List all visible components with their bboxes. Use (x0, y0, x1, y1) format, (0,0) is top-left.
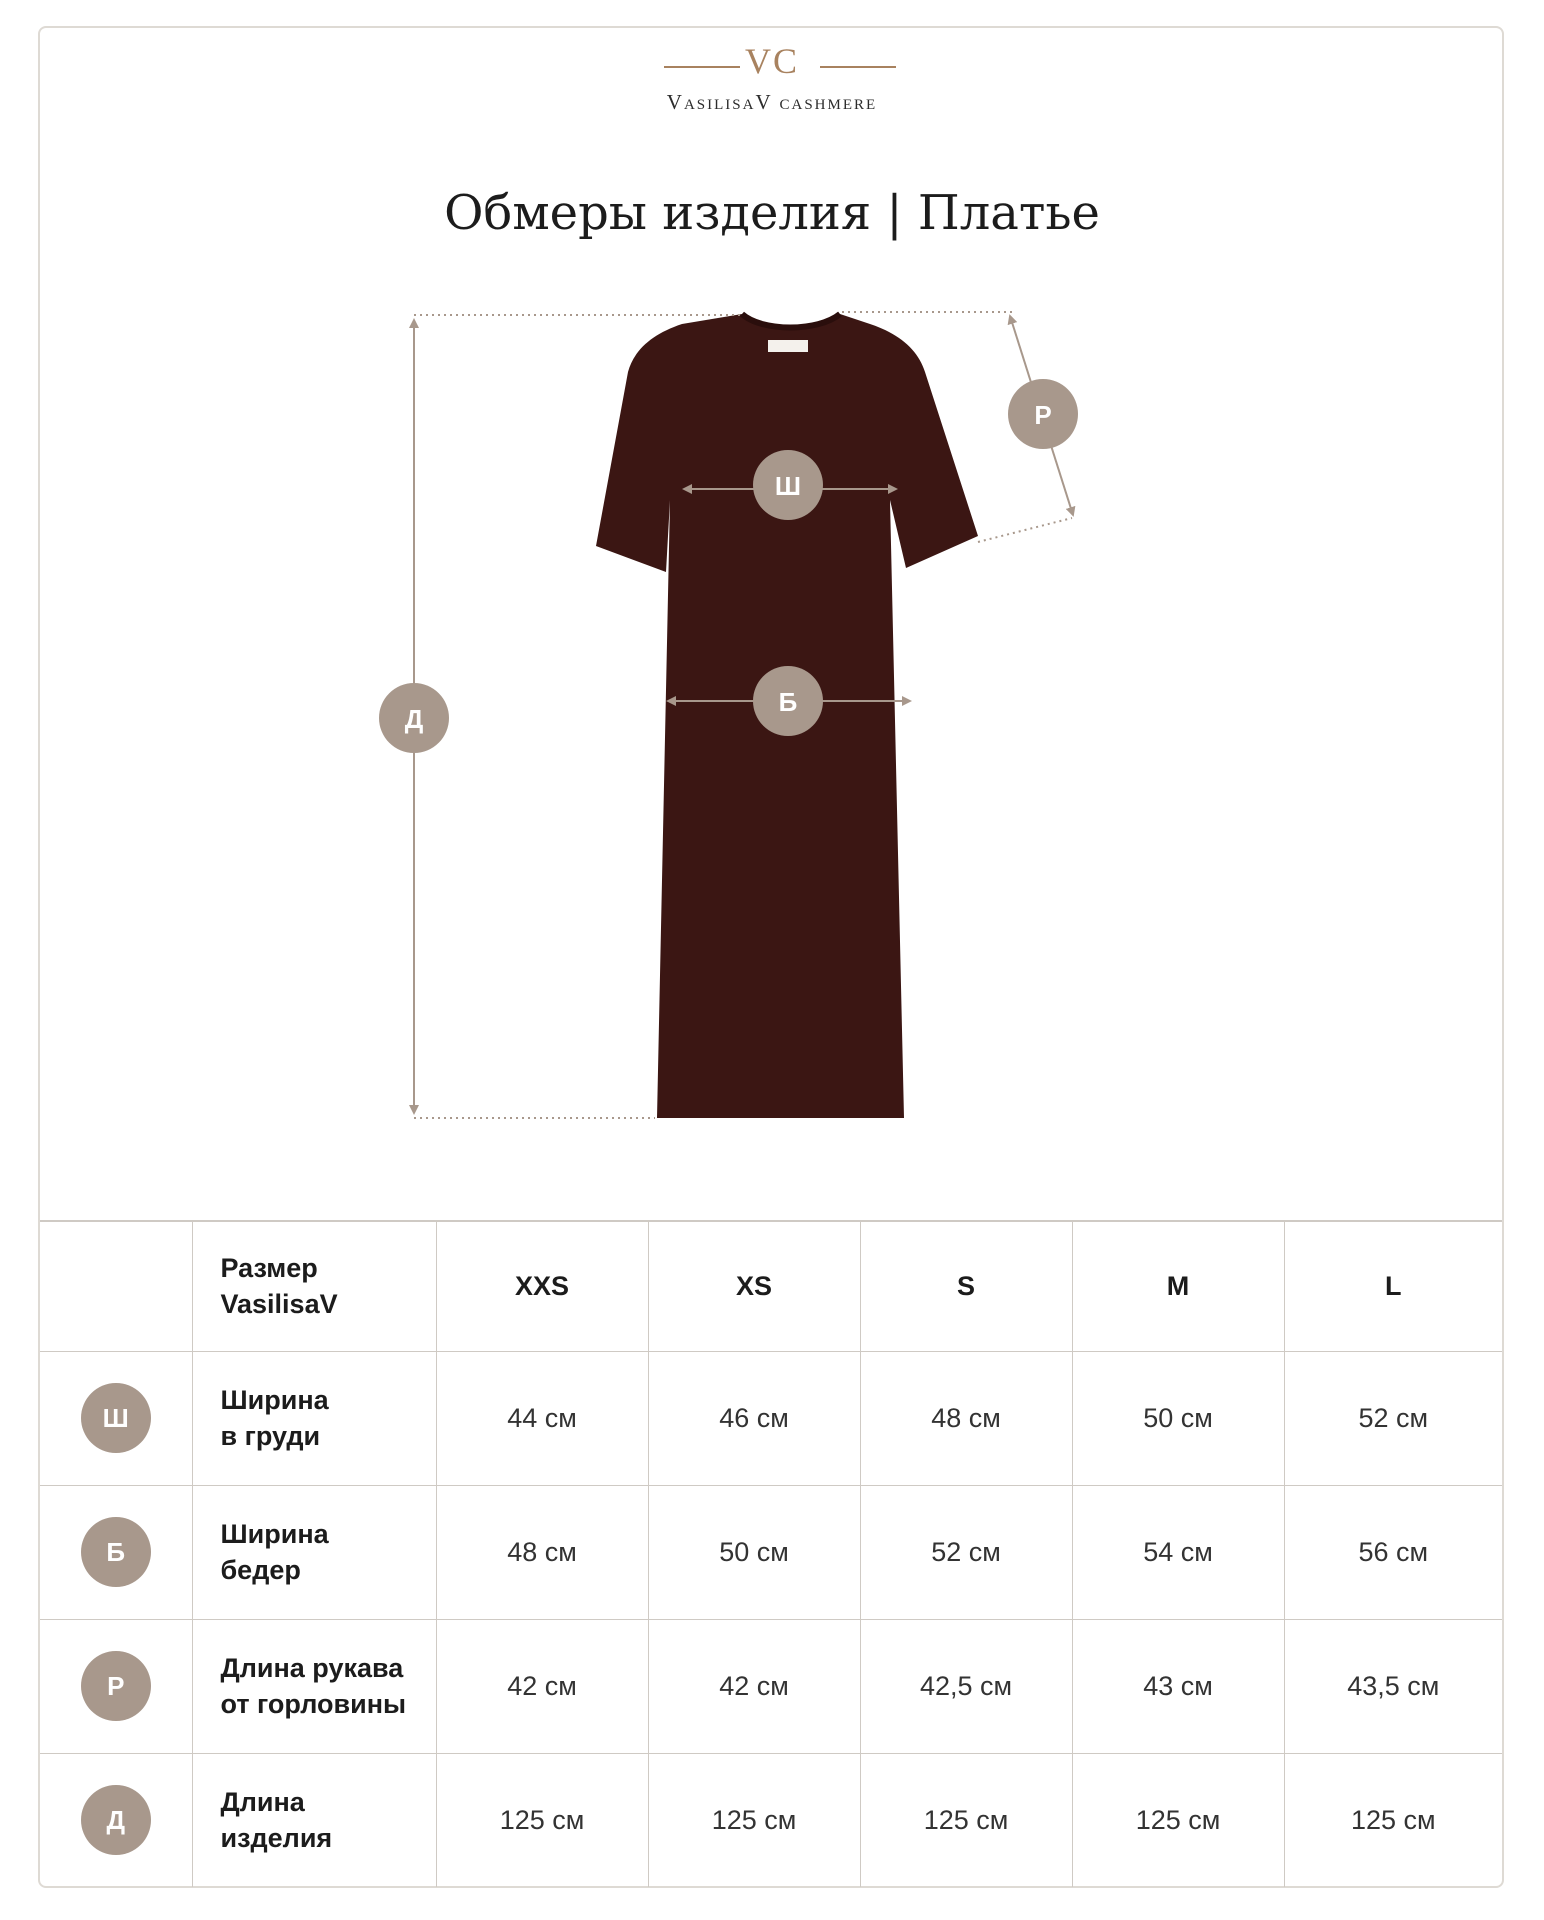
badge-length-label: Д (404, 704, 424, 734)
badge-hips: Б (81, 1517, 151, 1587)
size-header-s: S (860, 1221, 1072, 1351)
size-header-l: L (1284, 1221, 1502, 1351)
table-cell: 48 см (436, 1485, 648, 1619)
row-label-sleeve: Длина рукава от горловины (192, 1619, 436, 1753)
table-cell: 42 см (648, 1619, 860, 1753)
size-table (40, 1220, 1502, 1887)
size-header-m: M (1072, 1221, 1284, 1351)
table-row-chest (40, 1351, 1502, 1485)
logo-wordmark: VasilisaV cashmere (666, 90, 878, 114)
table-cell: 52 см (860, 1485, 1072, 1619)
badge-chest: Ш (81, 1383, 151, 1453)
table-cell: 125 см (1284, 1753, 1502, 1887)
table-cell: 43,5 см (1284, 1619, 1502, 1753)
table-cell: 125 см (1072, 1753, 1284, 1887)
size-header-xxs: XXS (436, 1221, 648, 1351)
badge-chest-label: Ш (774, 471, 802, 501)
table-cell: 42 см (436, 1619, 648, 1753)
table-cell: 42,5 см (860, 1619, 1072, 1753)
table-cell: 50 см (1072, 1351, 1284, 1485)
header-size-label: Размер VasilisaV (192, 1221, 436, 1351)
table-cell: 54 см (1072, 1485, 1284, 1619)
table-header-row (40, 1221, 1502, 1351)
table-cell: 125 см (860, 1753, 1072, 1887)
badge-sleeve: Р (81, 1651, 151, 1721)
dress-label-tag (768, 340, 808, 352)
row-label-hips: Ширина бедер (192, 1485, 436, 1619)
table-row-hips (40, 1485, 1502, 1619)
table-cell: 56 см (1284, 1485, 1502, 1619)
row-label-chest: Ширина в груди (192, 1351, 436, 1485)
badge-sleeve-label: Р (1034, 400, 1052, 430)
table-cell: 44 см (436, 1351, 648, 1485)
table-row-sleeve (40, 1619, 1502, 1753)
badge-hips-label: Б (778, 687, 798, 717)
table-cell: 46 см (648, 1351, 860, 1485)
logo-monogram: VC (744, 41, 799, 81)
table-cell: 125 см (436, 1753, 648, 1887)
header-empty-cell (40, 1221, 192, 1351)
table-cell: 48 см (860, 1351, 1072, 1485)
table-cell: 125 см (648, 1753, 860, 1887)
table-cell: 52 см (1284, 1351, 1502, 1485)
table-row-length (40, 1753, 1502, 1887)
page-title: Обмеры изделия | Платье (444, 185, 1100, 241)
badge-length: Д (81, 1785, 151, 1855)
table-cell: 43 см (1072, 1619, 1284, 1753)
table-cell: 50 см (648, 1485, 860, 1619)
size-header-xs: XS (648, 1221, 860, 1351)
row-label-length: Длина изделия (192, 1753, 436, 1887)
